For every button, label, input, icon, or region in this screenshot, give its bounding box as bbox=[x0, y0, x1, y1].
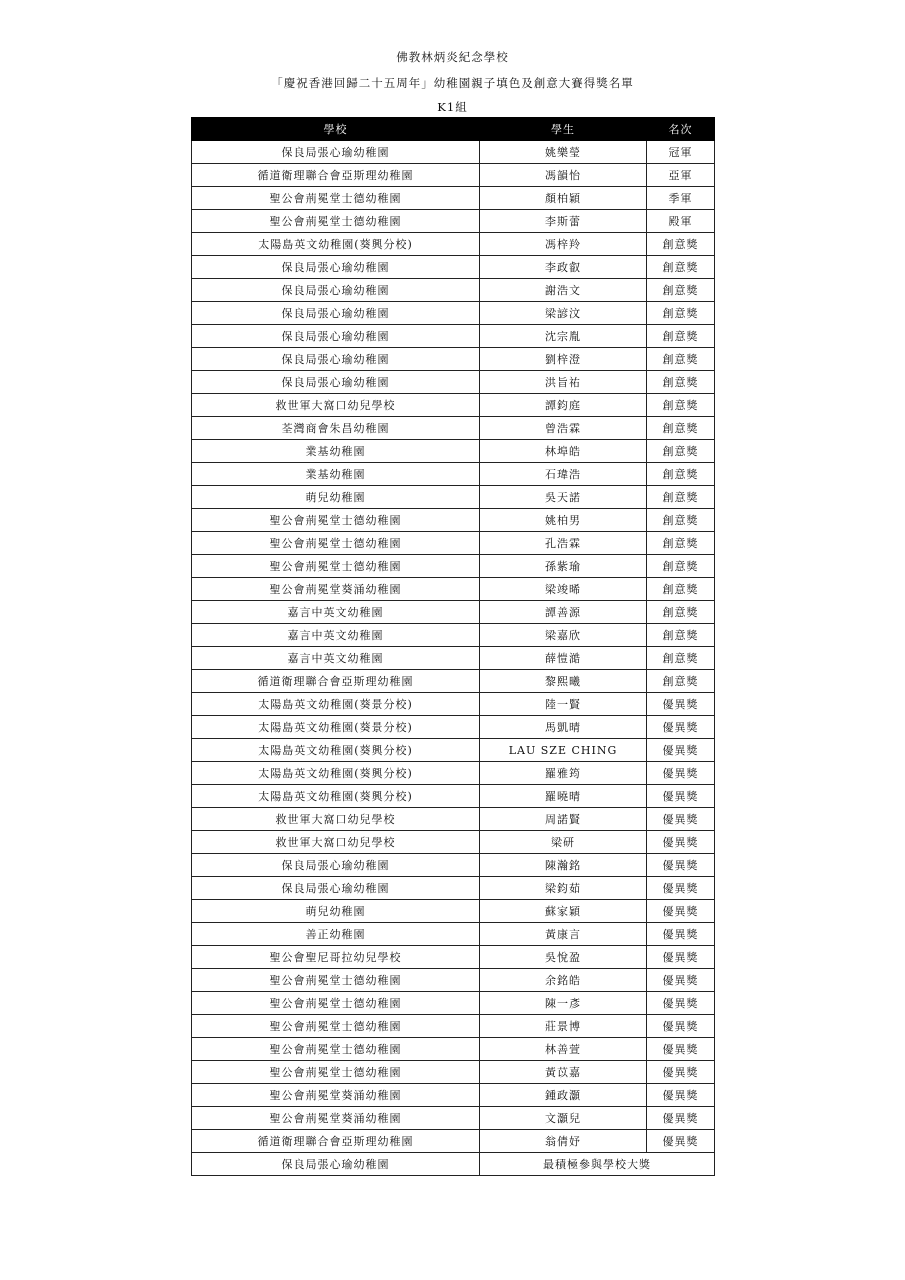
rank-cell: 殿軍 bbox=[647, 210, 715, 233]
rank-cell: 冠軍 bbox=[647, 141, 715, 164]
school-cell: 保良局張心瑜幼稚園 bbox=[192, 348, 480, 371]
student-cell: 曾浩霖 bbox=[480, 417, 647, 440]
student-cell: 黎熙曦 bbox=[480, 670, 647, 693]
rank-cell: 創意獎 bbox=[647, 578, 715, 601]
student-cell: 陸一賢 bbox=[480, 693, 647, 716]
table-row bbox=[192, 302, 715, 325]
rank-cell: 優異獎 bbox=[647, 969, 715, 992]
table-row bbox=[192, 348, 715, 371]
rank-cell: 優異獎 bbox=[647, 739, 715, 762]
rank-cell: 創意獎 bbox=[647, 417, 715, 440]
table-row bbox=[192, 555, 715, 578]
rank-cell: 創意獎 bbox=[647, 509, 715, 532]
student-cell: 劉梓澄 bbox=[480, 348, 647, 371]
rank-cell: 優異獎 bbox=[647, 946, 715, 969]
school-cell: 聖公會荊冕堂士德幼稚園 bbox=[192, 187, 480, 210]
school-cell: 聖公會荊冕堂士德幼稚園 bbox=[192, 1061, 480, 1084]
results-table bbox=[191, 117, 715, 1176]
school-cell: 太陽島英文幼稚園(葵興分校) bbox=[192, 762, 480, 785]
rank-cell: 優異獎 bbox=[647, 854, 715, 877]
student-cell: 譚善源 bbox=[480, 601, 647, 624]
rank-cell: 創意獎 bbox=[647, 486, 715, 509]
school-cell: 保良局張心瑜幼稚園 bbox=[192, 1153, 480, 1176]
rank-cell: 亞軍 bbox=[647, 164, 715, 187]
student-cell: 梁嘉欣 bbox=[480, 624, 647, 647]
table-row bbox=[192, 762, 715, 785]
special-award-row bbox=[192, 1153, 715, 1176]
school-cell: 循道衛理聯合會亞斯理幼稚園 bbox=[192, 164, 480, 187]
school-cell: 聖公會荊冕堂士德幼稚園 bbox=[192, 210, 480, 233]
student-cell: 李政叡 bbox=[480, 256, 647, 279]
student-cell: 姚柏男 bbox=[480, 509, 647, 532]
student-cell: 陳一彥 bbox=[480, 992, 647, 1015]
table-header-row bbox=[192, 118, 715, 141]
rank-cell: 優異獎 bbox=[647, 923, 715, 946]
school-cell: 太陽島英文幼稚園(葵興分校) bbox=[192, 233, 480, 256]
student-cell: 吳悅盈 bbox=[480, 946, 647, 969]
student-cell: 梁諺汶 bbox=[480, 302, 647, 325]
table-row bbox=[192, 532, 715, 555]
school-cell: 聖公會荊冕堂葵涌幼稚園 bbox=[192, 578, 480, 601]
student-cell: 譚鈞庭 bbox=[480, 394, 647, 417]
school-cell: 保良局張心瑜幼稚園 bbox=[192, 371, 480, 394]
school-cell: 救世軍大窩口幼兒學校 bbox=[192, 808, 480, 831]
student-cell: 吳天諾 bbox=[480, 486, 647, 509]
student-cell: 謝浩文 bbox=[480, 279, 647, 302]
student-cell: LAU SZE CHING bbox=[480, 739, 647, 762]
rank-cell: 優異獎 bbox=[647, 1084, 715, 1107]
school-cell: 荃灣商會朱昌幼稚園 bbox=[192, 417, 480, 440]
table-row bbox=[192, 509, 715, 532]
rank-cell: 優異獎 bbox=[647, 808, 715, 831]
table-row bbox=[192, 256, 715, 279]
student-cell: 姚樂瑩 bbox=[480, 141, 647, 164]
school-cell: 聖公會荊冕堂葵涌幼稚園 bbox=[192, 1107, 480, 1130]
table-row bbox=[192, 1130, 715, 1153]
table-row bbox=[192, 647, 715, 670]
school-cell: 保良局張心瑜幼稚園 bbox=[192, 141, 480, 164]
student-cell: 羅雅筠 bbox=[480, 762, 647, 785]
student-cell: 黃苡嘉 bbox=[480, 1061, 647, 1084]
column-header-rank: 名次 bbox=[647, 118, 715, 141]
table-row bbox=[192, 1061, 715, 1084]
table-row bbox=[192, 900, 715, 923]
rank-cell: 優異獎 bbox=[647, 1130, 715, 1153]
rank-cell: 優異獎 bbox=[647, 785, 715, 808]
student-cell: 洪旨祐 bbox=[480, 371, 647, 394]
table-row bbox=[192, 946, 715, 969]
table-row bbox=[192, 1084, 715, 1107]
school-cell: 保良局張心瑜幼稚園 bbox=[192, 854, 480, 877]
student-cell: 沈宗胤 bbox=[480, 325, 647, 348]
table-row bbox=[192, 440, 715, 463]
rank-cell: 創意獎 bbox=[647, 440, 715, 463]
school-cell: 聖公會荊冕堂士德幼稚園 bbox=[192, 509, 480, 532]
rank-cell: 優異獎 bbox=[647, 900, 715, 923]
table-row bbox=[192, 1038, 715, 1061]
student-cell: 梁研 bbox=[480, 831, 647, 854]
school-cell: 聖公會荊冕堂葵涌幼稚園 bbox=[192, 1084, 480, 1107]
rank-cell: 優異獎 bbox=[647, 762, 715, 785]
school-cell: 保良局張心瑜幼稚園 bbox=[192, 256, 480, 279]
school-cell: 聖公會荊冕堂士德幼稚園 bbox=[192, 1015, 480, 1038]
table-row bbox=[192, 739, 715, 762]
rank-cell: 創意獎 bbox=[647, 670, 715, 693]
rank-cell: 創意獎 bbox=[647, 279, 715, 302]
rank-cell: 優異獎 bbox=[647, 831, 715, 854]
table-row bbox=[192, 210, 715, 233]
rank-cell: 優異獎 bbox=[647, 992, 715, 1015]
table-row bbox=[192, 624, 715, 647]
school-cell: 保良局張心瑜幼稚園 bbox=[192, 325, 480, 348]
rank-cell: 創意獎 bbox=[647, 624, 715, 647]
rank-cell: 創意獎 bbox=[647, 302, 715, 325]
table-row bbox=[192, 1015, 715, 1038]
school-cell: 業基幼稚園 bbox=[192, 463, 480, 486]
table-row bbox=[192, 969, 715, 992]
table-row bbox=[192, 578, 715, 601]
organization-name: 佛教林炳炎紀念學校 bbox=[396, 50, 509, 64]
school-cell: 太陽島英文幼稚園(葵景分校) bbox=[192, 693, 480, 716]
table-row bbox=[192, 877, 715, 900]
rank-cell: 創意獎 bbox=[647, 555, 715, 578]
rank-cell: 創意獎 bbox=[647, 647, 715, 670]
student-cell: 馬凱晴 bbox=[480, 716, 647, 739]
school-cell: 聖公會荊冕堂士德幼稚園 bbox=[192, 992, 480, 1015]
rank-cell: 優異獎 bbox=[647, 877, 715, 900]
school-cell: 太陽島英文幼稚園(葵景分校) bbox=[192, 716, 480, 739]
school-cell: 太陽島英文幼稚園(葵興分校) bbox=[192, 739, 480, 762]
student-cell: 馮韻怡 bbox=[480, 164, 647, 187]
school-cell: 聖公會聖尼哥拉幼兒學校 bbox=[192, 946, 480, 969]
table-row bbox=[192, 141, 715, 164]
student-cell: 石瑋浩 bbox=[480, 463, 647, 486]
table-row bbox=[192, 854, 715, 877]
table-row bbox=[192, 394, 715, 417]
student-cell: 梁鈞茹 bbox=[480, 877, 647, 900]
student-cell: 林埠皓 bbox=[480, 440, 647, 463]
rank-cell: 創意獎 bbox=[647, 371, 715, 394]
rank-cell: 創意獎 bbox=[647, 601, 715, 624]
special-award-cell: 最積極參與學校大獎 bbox=[480, 1153, 715, 1176]
table-row bbox=[192, 1107, 715, 1130]
table-row bbox=[192, 417, 715, 440]
rank-cell: 創意獎 bbox=[647, 233, 715, 256]
student-cell: 黃康言 bbox=[480, 923, 647, 946]
school-cell: 業基幼稚園 bbox=[192, 440, 480, 463]
table-row bbox=[192, 233, 715, 256]
table-row bbox=[192, 325, 715, 348]
school-cell: 太陽島英文幼稚園(葵興分校) bbox=[192, 785, 480, 808]
column-header-school: 學校 bbox=[192, 118, 480, 141]
table-row bbox=[192, 670, 715, 693]
rank-cell: 優異獎 bbox=[647, 716, 715, 739]
school-cell: 聖公會荊冕堂士德幼稚園 bbox=[192, 1038, 480, 1061]
student-cell: 蘇家穎 bbox=[480, 900, 647, 923]
school-cell: 萌兒幼稚園 bbox=[192, 486, 480, 509]
school-cell: 嘉言中英文幼稚園 bbox=[192, 624, 480, 647]
student-cell: 羅曉晴 bbox=[480, 785, 647, 808]
student-cell: 孫紫瑜 bbox=[480, 555, 647, 578]
school-cell: 嘉言中英文幼稚園 bbox=[192, 601, 480, 624]
rank-cell: 創意獎 bbox=[647, 325, 715, 348]
document-title: 「慶祝香港回歸二十五周年」幼稚園親子填色及創意大賽得獎名單 bbox=[271, 76, 634, 90]
rank-cell: 優異獎 bbox=[647, 1015, 715, 1038]
student-cell: 鍾政灝 bbox=[480, 1084, 647, 1107]
student-cell: 孔浩霖 bbox=[480, 532, 647, 555]
student-cell: 翁倩妤 bbox=[480, 1130, 647, 1153]
rank-cell: 創意獎 bbox=[647, 394, 715, 417]
student-cell: 文灝兒 bbox=[480, 1107, 647, 1130]
table-row bbox=[192, 808, 715, 831]
table-row bbox=[192, 693, 715, 716]
school-cell: 救世軍大窩口幼兒學校 bbox=[192, 394, 480, 417]
table-row bbox=[192, 486, 715, 509]
school-cell: 萌兒幼稚園 bbox=[192, 900, 480, 923]
school-cell: 循道衛理聯合會亞斯理幼稚園 bbox=[192, 1130, 480, 1153]
school-cell: 聖公會荊冕堂士德幼稚園 bbox=[192, 532, 480, 555]
rank-cell: 創意獎 bbox=[647, 532, 715, 555]
student-cell: 顏柏穎 bbox=[480, 187, 647, 210]
rank-cell: 優異獎 bbox=[647, 1061, 715, 1084]
student-cell: 梁竣晞 bbox=[480, 578, 647, 601]
table-row bbox=[192, 371, 715, 394]
table-row bbox=[192, 992, 715, 1015]
school-cell: 聖公會荊冕堂士德幼稚園 bbox=[192, 555, 480, 578]
rank-cell: 創意獎 bbox=[647, 348, 715, 371]
table-row bbox=[192, 279, 715, 302]
student-cell: 周諾賢 bbox=[480, 808, 647, 831]
school-cell: 保良局張心瑜幼稚園 bbox=[192, 302, 480, 325]
table-row bbox=[192, 601, 715, 624]
rank-cell: 創意獎 bbox=[647, 463, 715, 486]
table-row bbox=[192, 785, 715, 808]
school-cell: 保良局張心瑜幼稚園 bbox=[192, 877, 480, 900]
school-cell: 善正幼稚園 bbox=[192, 923, 480, 946]
school-cell: 救世軍大窩口幼兒學校 bbox=[192, 831, 480, 854]
table-row bbox=[192, 187, 715, 210]
student-cell: 李斯蕾 bbox=[480, 210, 647, 233]
rank-cell: 優異獎 bbox=[647, 1107, 715, 1130]
table-row bbox=[192, 463, 715, 486]
student-cell: 陳瀚銘 bbox=[480, 854, 647, 877]
table-row bbox=[192, 831, 715, 854]
school-cell: 保良局張心瑜幼稚園 bbox=[192, 279, 480, 302]
table-row bbox=[192, 164, 715, 187]
school-cell: 嘉言中英文幼稚園 bbox=[192, 647, 480, 670]
school-cell: 循道衛理聯合會亞斯理幼稚園 bbox=[192, 670, 480, 693]
student-cell: 余銘皓 bbox=[480, 969, 647, 992]
rank-cell: 優異獎 bbox=[647, 693, 715, 716]
group-label: K1組 bbox=[437, 100, 468, 114]
rank-cell: 創意獎 bbox=[647, 256, 715, 279]
rank-cell: 優異獎 bbox=[647, 1038, 715, 1061]
rank-cell: 季軍 bbox=[647, 187, 715, 210]
student-cell: 林善萱 bbox=[480, 1038, 647, 1061]
table-row bbox=[192, 716, 715, 739]
student-cell: 馮梓羚 bbox=[480, 233, 647, 256]
column-header-student: 學生 bbox=[480, 118, 647, 141]
school-cell: 聖公會荊冕堂士德幼稚園 bbox=[192, 969, 480, 992]
student-cell: 莊景博 bbox=[480, 1015, 647, 1038]
table-row bbox=[192, 923, 715, 946]
student-cell: 薛愷澔 bbox=[480, 647, 647, 670]
